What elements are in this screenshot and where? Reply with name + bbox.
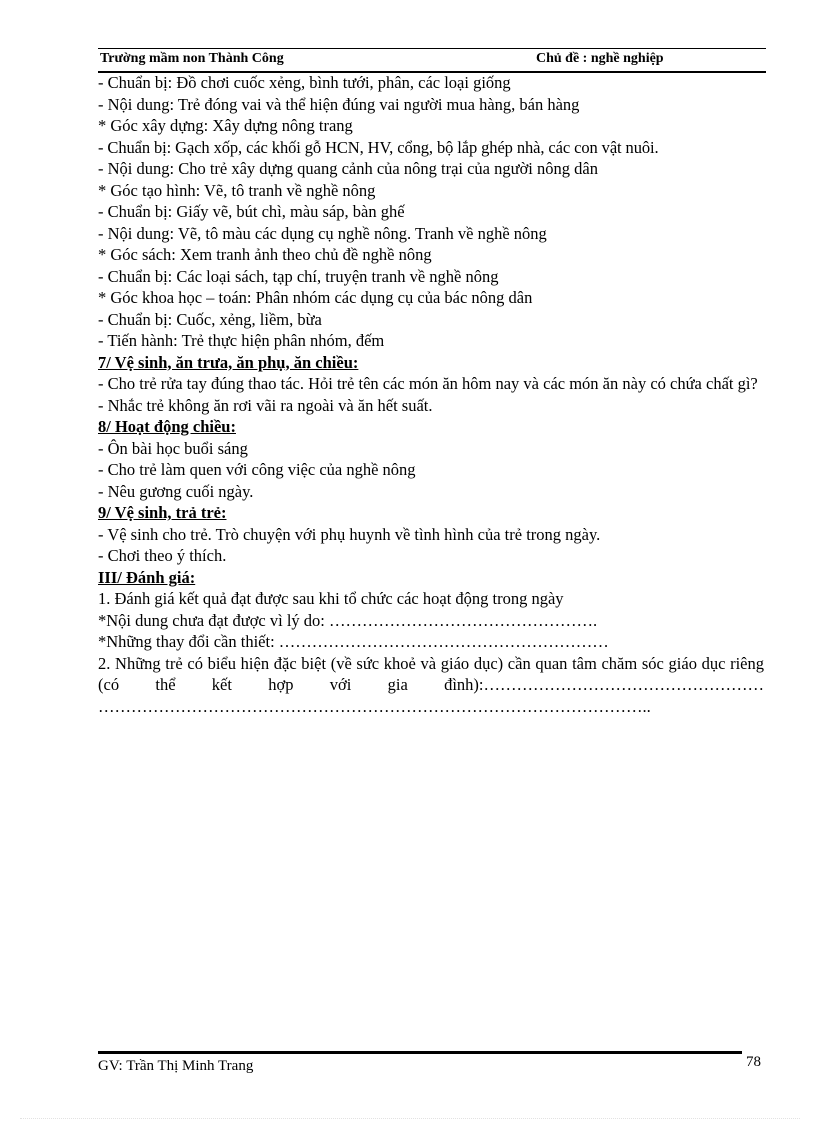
- section-heading-evaluation: III/ Đánh giá:: [98, 567, 196, 587]
- section-heading-9: 9/ Vệ sinh, trả trẻ:: [98, 503, 227, 522]
- text-line: *Nội dung chưa đạt được vì lý do: ………………………………………….: [98, 610, 598, 630]
- text-line: 1. Đánh giá kết quả đạt được sau khi tổ chức các hoạt động trong ngày: [98, 589, 564, 608]
- text-line: * Góc tạo hình: Vẽ, tô tranh về nghề nông: [98, 180, 376, 200]
- text-line: - Nêu gương cuối ngày.: [98, 481, 254, 501]
- text-line: - Chuẩn bị: Các loại sách, tạp chí, truyện tranh về nghề nông: [98, 266, 499, 286]
- text-line: - Tiến hành: Trẻ thực hiện phân nhóm, đếm: [98, 331, 385, 350]
- text-line: - Chuẩn bị: Cuốc, xẻng, liềm, bừa: [98, 309, 322, 329]
- text-line: - Cho trẻ làm quen với công việc của nghề nông: [98, 460, 416, 479]
- text-line: - Nội dung: Vẽ, tô màu các dụng cụ nghề nông. Tranh về nghề nông: [98, 223, 547, 243]
- text-line: - Chuẩn bị: Giấy vẽ, bút chì, màu sáp, bàn ghế: [98, 202, 405, 221]
- text-line: 2. Những trẻ có biểu hiện đặc biệt (về sức khoẻ và giáo dục) cần quan tâm chăm sóc giáo dục riêng (có thể kết hợp với gia đình):…………………………………………… ………………………………………………………………………………………..: [98, 653, 764, 716]
- text-line: - Chuẩn bị: Đồ chơi cuốc xẻng, bình tưới, phân, các loại giống: [98, 73, 511, 92]
- page-header: [98, 48, 766, 73]
- text-line: - Vệ sinh cho trẻ. Trò chuyện với phụ huynh về tình hình của trẻ trong ngày.: [98, 524, 601, 544]
- text-line: - Nội dung: Trẻ đóng vai và thể hiện đúng vai người mua hàng, bán hàng: [98, 94, 580, 114]
- text-line: *Những thay đổi cần thiết: ……………………………………………………: [98, 632, 609, 651]
- page-number: 78: [746, 1054, 761, 1070]
- text-line: - Nhắc trẻ không ăn rơi vãi ra ngoài và ăn hết suất.: [98, 395, 433, 415]
- footer-divider: [98, 1051, 742, 1054]
- page-edge-divider: [20, 1118, 800, 1120]
- section-heading-8: 8/ Hoạt động chiều:: [98, 417, 236, 436]
- text-line: - Ôn bài học buổi sáng: [98, 438, 248, 458]
- teacher-name: GV: Trần Thị Minh Trang: [98, 1058, 254, 1074]
- section-heading-7: 7/ Vệ sinh, ăn trưa, ăn phụ, ăn chiều:: [98, 352, 359, 372]
- text-line: - Nội dung: Cho trẻ xây dựng quang cảnh của nông trại của người nông dân: [98, 159, 598, 178]
- text-line: * Góc khoa học – toán: Phân nhóm các dụng cụ của bác nông dân: [98, 288, 533, 307]
- text-line: * Góc sách: Xem tranh ảnh theo chủ đề nghề nông: [98, 245, 432, 264]
- text-line: - Chuẩn bị: Gạch xốp, các khối gỗ HCN, HV, cổng, bộ lắp ghép nhà, các con vật nuôi.: [98, 137, 659, 157]
- text-line: * Góc xây dựng: Xây dựng nông trang: [98, 116, 353, 135]
- document-body: [98, 72, 764, 717]
- text-line: - Cho trẻ rửa tay đúng thao tác. Hỏi trẻ tên các món ăn hôm nay và các món ăn này có chứa chất gì?: [98, 374, 758, 393]
- topic-label: Chủ đề : nghề nghiệp: [536, 51, 664, 66]
- text-line: - Chơi theo ý thích.: [98, 546, 227, 565]
- school-name: Trường mầm non Thành Công: [100, 51, 284, 66]
